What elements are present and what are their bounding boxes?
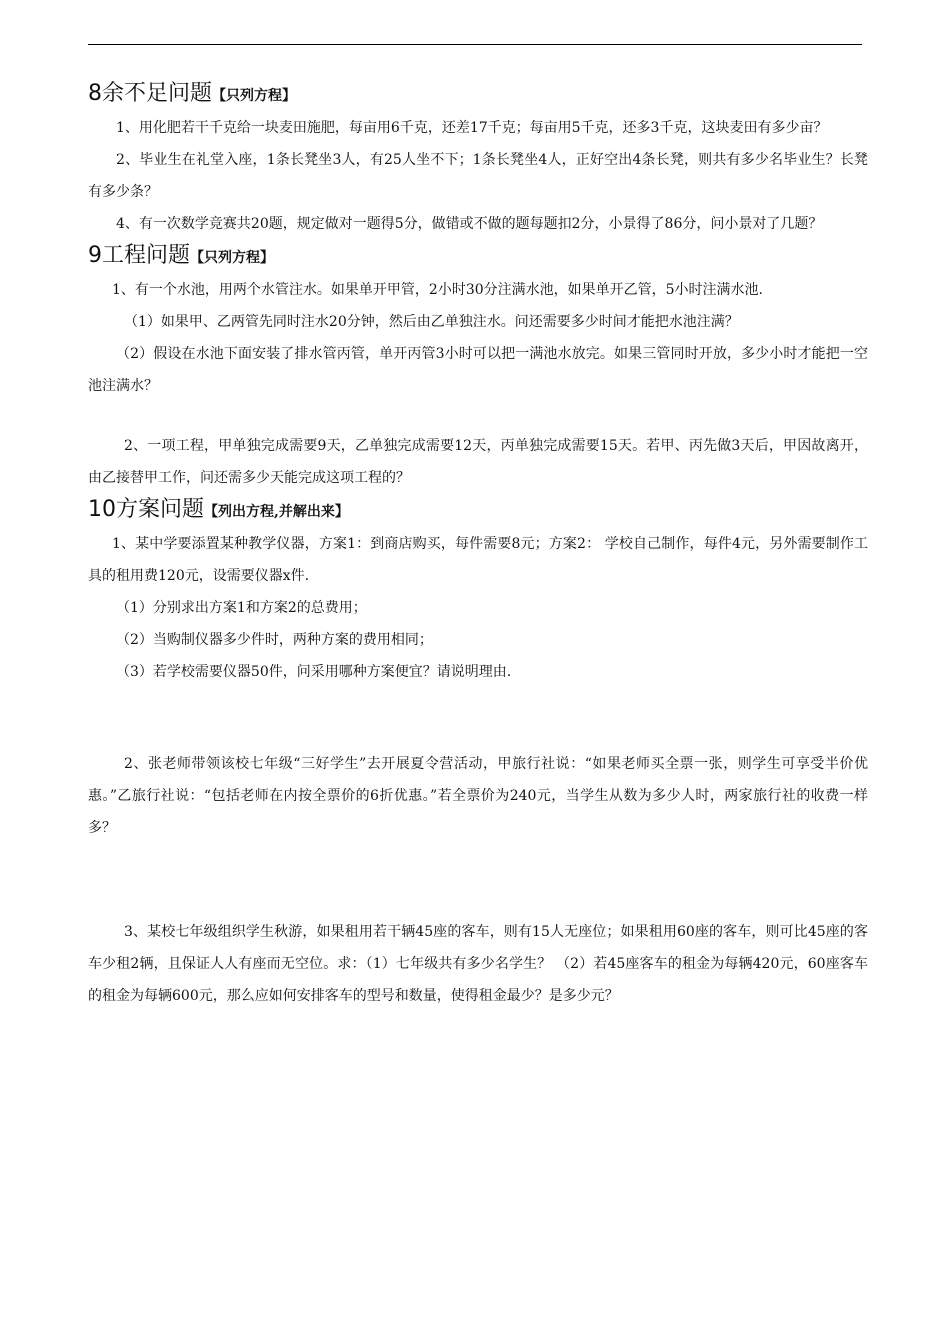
problem-9-1-part-1: （1）如果甲、乙两管先同时注水20分钟，然后由乙单独注水。问还需要多少时间才能把水池注满？ xyxy=(124,314,739,330)
problem-10-1-part-3: （3）若学校需要仪器50件，问采用哪种方案便宜？请说明理由. xyxy=(116,664,512,680)
section-name: 工程问题 xyxy=(102,243,191,268)
answer-space xyxy=(88,688,868,748)
section-instruction: 【列出方程,并解出来】 xyxy=(204,504,349,520)
section-number: 8 xyxy=(88,81,102,106)
problem-10-1-part-1: （1）分别求出方案1和方案2的总费用； xyxy=(116,600,367,616)
problem-9-2: 2、一项工程，甲单独完成需要9天，乙单独完成需要12天，丙单独完成需要15天。若甲、丙先做3天后，甲因故离开，由乙接替甲工作，问还需多少天能完成这项工程的？ xyxy=(88,438,868,486)
section-name: 方案问题 xyxy=(116,497,205,522)
problem-10-2: 2、张老师带领该校七年级“三好学生”去开展夏令营活动，甲旅行社说：“如果老师买全票一张，则学生可享受半价优惠。”乙旅行社说：“包括老师在内按全票价的6折优惠。”若全票价为240元，当学生从数为多少人时，两家旅行社的收费一样多？ xyxy=(88,756,868,836)
worksheet-page xyxy=(88,78,868,1012)
problem-9-1: 1、有一个水池，用两个水管注水。如果单开甲管，2小时30分注满水池，如果单开乙管，5小时注满水池. xyxy=(112,282,763,298)
problem-9-1-part-2: （2）假设在水池下面安装了排水管丙管，单开丙管3小时可以把一满池水放完。如果三管同时开放，多少小时才能把一空池注满水？ xyxy=(88,346,868,394)
answer-space xyxy=(88,844,868,916)
header-rule xyxy=(88,44,862,45)
answer-space xyxy=(88,402,868,430)
section-instruction: 【只列方程】 xyxy=(190,250,275,266)
section-number: 10 xyxy=(88,497,116,522)
section-instruction: 【只列方程】 xyxy=(212,88,297,104)
problem-8-4: 4、有一次数学竞赛共20题，规定做对一题得5分，做错或不做的题每题扣2分，小景得了86分，问小景对了几题？ xyxy=(116,216,823,232)
problem-10-3: 3、某校七年级组织学生秋游，如果租用若干辆45座的客车，则有15人无座位；如果租用60座的客车，则可比45座的客车少租2辆，且保证人人有座而无空位。求：（1）七年级共有多少名学生？ （2）若45座客车的租金为每辆420元，60座客车的租金为每辆600元，那么应如何安排客车的型号和数量，使得租金最少？是多少元？ xyxy=(88,924,868,1004)
section-name: 余不足问题 xyxy=(102,81,213,106)
problem-10-1-part-2: （2）当购制仪器多少件时，两种方案的费用相同； xyxy=(116,632,433,648)
problem-8-1: 1、用化肥若干千克给一块麦田施肥，每亩用6千克，还差17千克；每亩用5千克，还多3千克，这块麦田有多少亩？ xyxy=(116,120,828,136)
section-8-title xyxy=(88,78,868,112)
section-9-title xyxy=(88,240,868,274)
section-10-title xyxy=(88,494,868,528)
problem-8-2: 2、毕业生在礼堂入座，1条长凳坐3人，有25人坐不下；1条长凳坐4人，正好空出4条长凳，则共有多少名毕业生？长凳有多少条？ xyxy=(88,152,868,200)
section-number: 9 xyxy=(88,243,102,268)
problem-10-1: 1、某中学要添置某种教学仪器，方案1：到商店购买，每件需要8元；方案2： 学校自己制作，每件4元，另外需要制作工具的租用费120元，设需要仪器x件. xyxy=(88,536,868,584)
